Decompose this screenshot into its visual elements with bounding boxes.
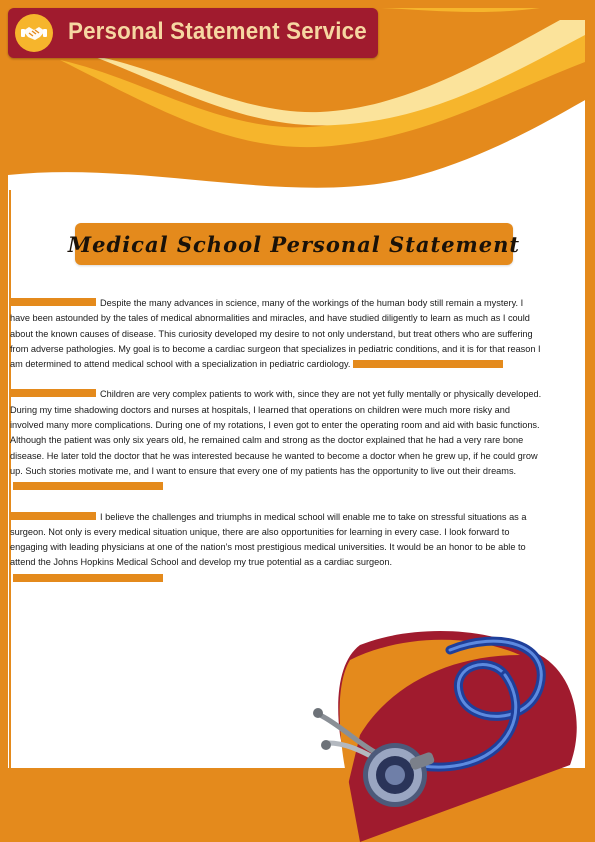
paragraph-lead-bar [10, 389, 96, 397]
paragraph-3 [0, 510, 585, 586]
brand-title: Personal Statement Service [68, 18, 367, 45]
paragraph-lead-bar [10, 512, 96, 520]
document-title: Medical School Personal Statement [67, 231, 521, 257]
paragraph-1 [0, 296, 585, 372]
stethoscope-icon [300, 615, 595, 842]
paragraph-text: Despite the many advances in science, many of the workings of the human body still remain a mystery. I have been astounded by the tales of medical abnormalities and miracles, and have studied diligently to learn as much as I could about the known causes of disease. This curiosity developed my desire to not only understand, but treat others who are suffering from adverse pathologies. My goal is to become a cardiac surgeon that specializes in pediatric conditions, and it is for that reason I am determined to attend medical school with a specialization in pediatric cardiology. [10, 298, 541, 370]
paragraph-text: I believe the challenges and triumphs in medical school will enable me to take on stressful situations as a surgeon. Not only is every medical situation unique, there are also opportunities for learning in every case. I look forward to engaging with leading physicians at one of the nation’s most prestigious medical universities. It would be an honor to be able to attend the Johns Hopkins Medical School and develop my true potential as a cardiac surgeon. [10, 511, 527, 568]
paragraph-2 [0, 387, 585, 494]
paragraph-text: Children are very complex patients to work with, since they are not yet fully mentally or physically developed. During my time shadowing doctors and nurses at hospitals, I learned that operations on children were much more risky and involved many more complications. During one of my rotations, I even got to enter the operating room and aid with basic functions. Although the patient was only six years old, he remained calm and strong as the doctor explained that he had a very rare bone disease. He later told the doctor that he was interested because he wanted to become a doctor when he grew up, if he could grow up. Such stories motivate me, and I want to ensure that every one of my patients has the opportunity to live out their dreams. [10, 389, 542, 476]
paragraph-end-bar [13, 574, 163, 582]
brand-header [8, 8, 378, 58]
paragraph-end-bar [353, 360, 503, 368]
handshake-icon [15, 14, 53, 52]
paragraph-end-bar [13, 482, 163, 490]
statement-body [0, 296, 585, 601]
document-title-banner [67, 223, 521, 265]
paragraph-lead-bar [10, 298, 96, 306]
